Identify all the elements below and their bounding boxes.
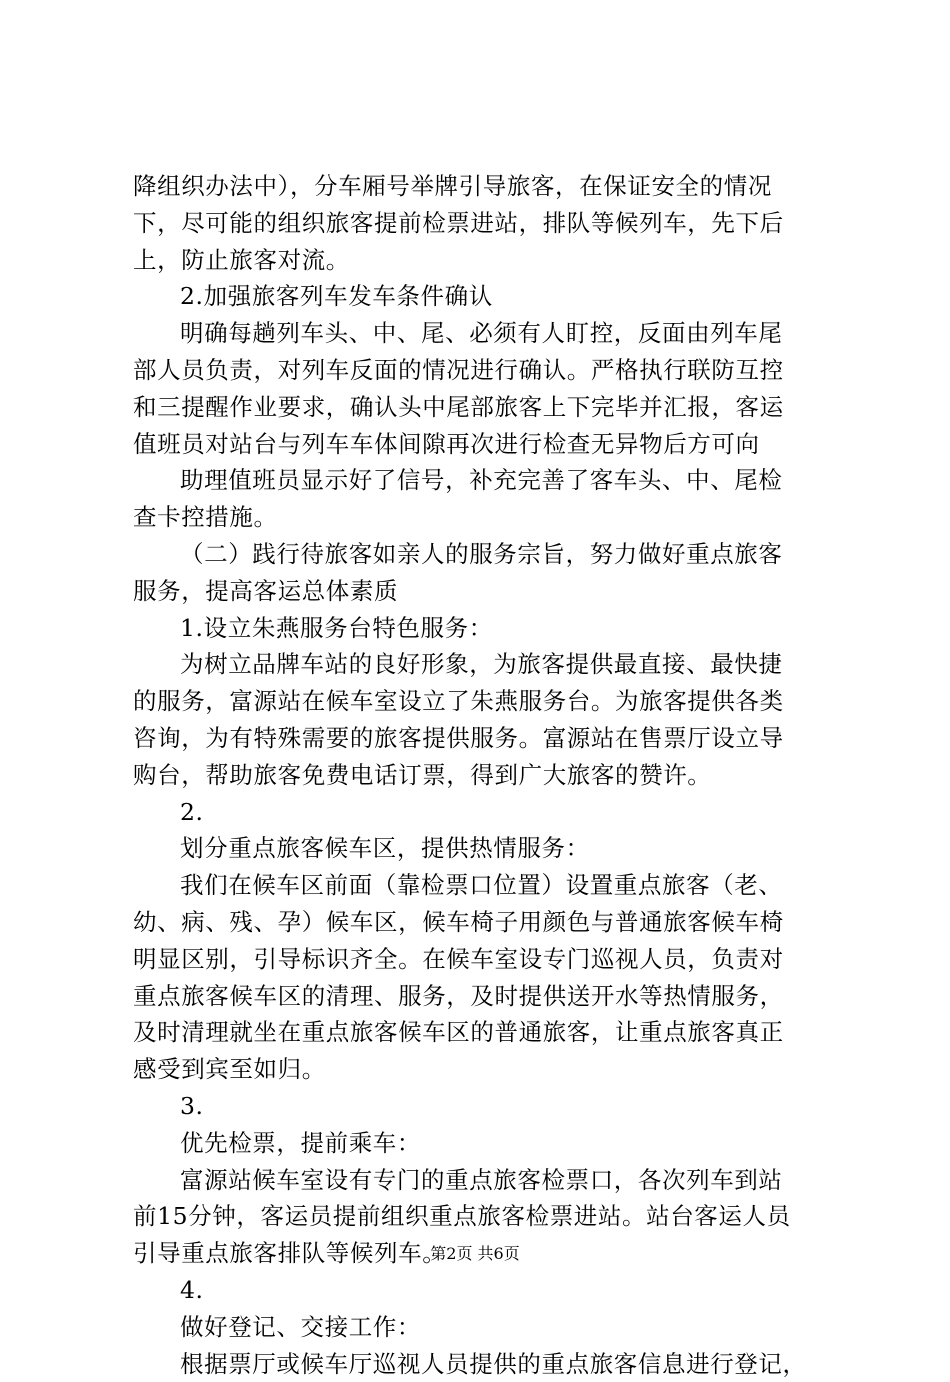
text-line: 购台，帮助旅客免费电话订票，得到广大旅客的赞许。 [133,757,833,794]
text-line: 富源站候车室设有专门的重点旅客检票口，各次列车到站 [133,1162,833,1199]
text-line: 的服务，富源站在候车室设立了朱燕服务台。为旅客提供各类 [133,683,833,720]
text-line: 3. [133,1088,833,1125]
page-footer [0,1244,950,1264]
text-line: 1.设立朱燕服务台特色服务： [133,610,833,647]
text-line: 引导重点旅客排队等候列车。 [133,1235,833,1272]
text-line: 前15分钟，客运员提前组织重点旅客检票进站。站台客运人员 [133,1198,833,1235]
text-line: 明显区别，引导标识齐全。在候车室设专门巡视人员，负责对 [133,941,833,978]
text-line: 2.加强旅客列车发车条件确认 [133,278,833,315]
text-line: 为树立品牌车站的良好形象，为旅客提供最直接、最快捷 [133,646,833,683]
text-line: 查卡控措施。 [133,499,833,536]
text-line: 服务，提高客运总体素质 [133,573,833,610]
text-line: 降组织办法中），分车厢号举牌引导旅客，在保证安全的情况 [133,168,833,205]
text-line: 和三提醒作业要求，确认头中尾部旅客上下完毕并汇报，客运 [133,389,833,426]
document-body [133,168,833,1382]
text-line: 上，防止旅客对流。 [133,242,833,279]
text-line: 根据票厅或候车厅巡视人员提供的重点旅客信息进行登记， [133,1346,833,1382]
text-line: 划分重点旅客候车区，提供热情服务： [133,830,833,867]
text-line: 感受到宾至如归。 [133,1051,833,1088]
text-line: （二）践行待旅客如亲人的服务宗旨，努力做好重点旅客 [133,536,833,573]
page-number-label: 第2页 共6页 [430,1244,519,1263]
text-line: 部人员负责，对列车反面的情况进行确认。严格执行联防互控 [133,352,833,389]
text-line: 幼、病、残、孕）候车区，候车椅子用颜色与普通旅客候车椅 [133,904,833,941]
text-line: 4. [133,1272,833,1309]
text-line: 咨询，为有特殊需要的旅客提供服务。富源站在售票厅设立导 [133,720,833,757]
text-line: 及时清理就坐在重点旅客候车区的普通旅客，让重点旅客真正 [133,1014,833,1051]
text-line: 值班员对站台与列车车体间隙再次进行检查无异物后方可向 [133,426,833,463]
text-line: 2. [133,794,833,831]
text-line: 做好登记、交接工作： [133,1309,833,1346]
text-line: 明确每趟列车头、中、尾、必须有人盯控，反面由列车尾 [133,315,833,352]
text-line: 助理值班员显示好了信号，补充完善了客车头、中、尾检 [133,462,833,499]
text-line: 下，尽可能的组织旅客提前检票进站，排队等候列车，先下后 [133,205,833,242]
text-line: 优先检票，提前乘车： [133,1125,833,1162]
text-line: 重点旅客候车区的清理、服务，及时提供送开水等热情服务， [133,978,833,1015]
text-line: 我们在候车区前面（靠检票口位置）设置重点旅客（老、 [133,867,833,904]
